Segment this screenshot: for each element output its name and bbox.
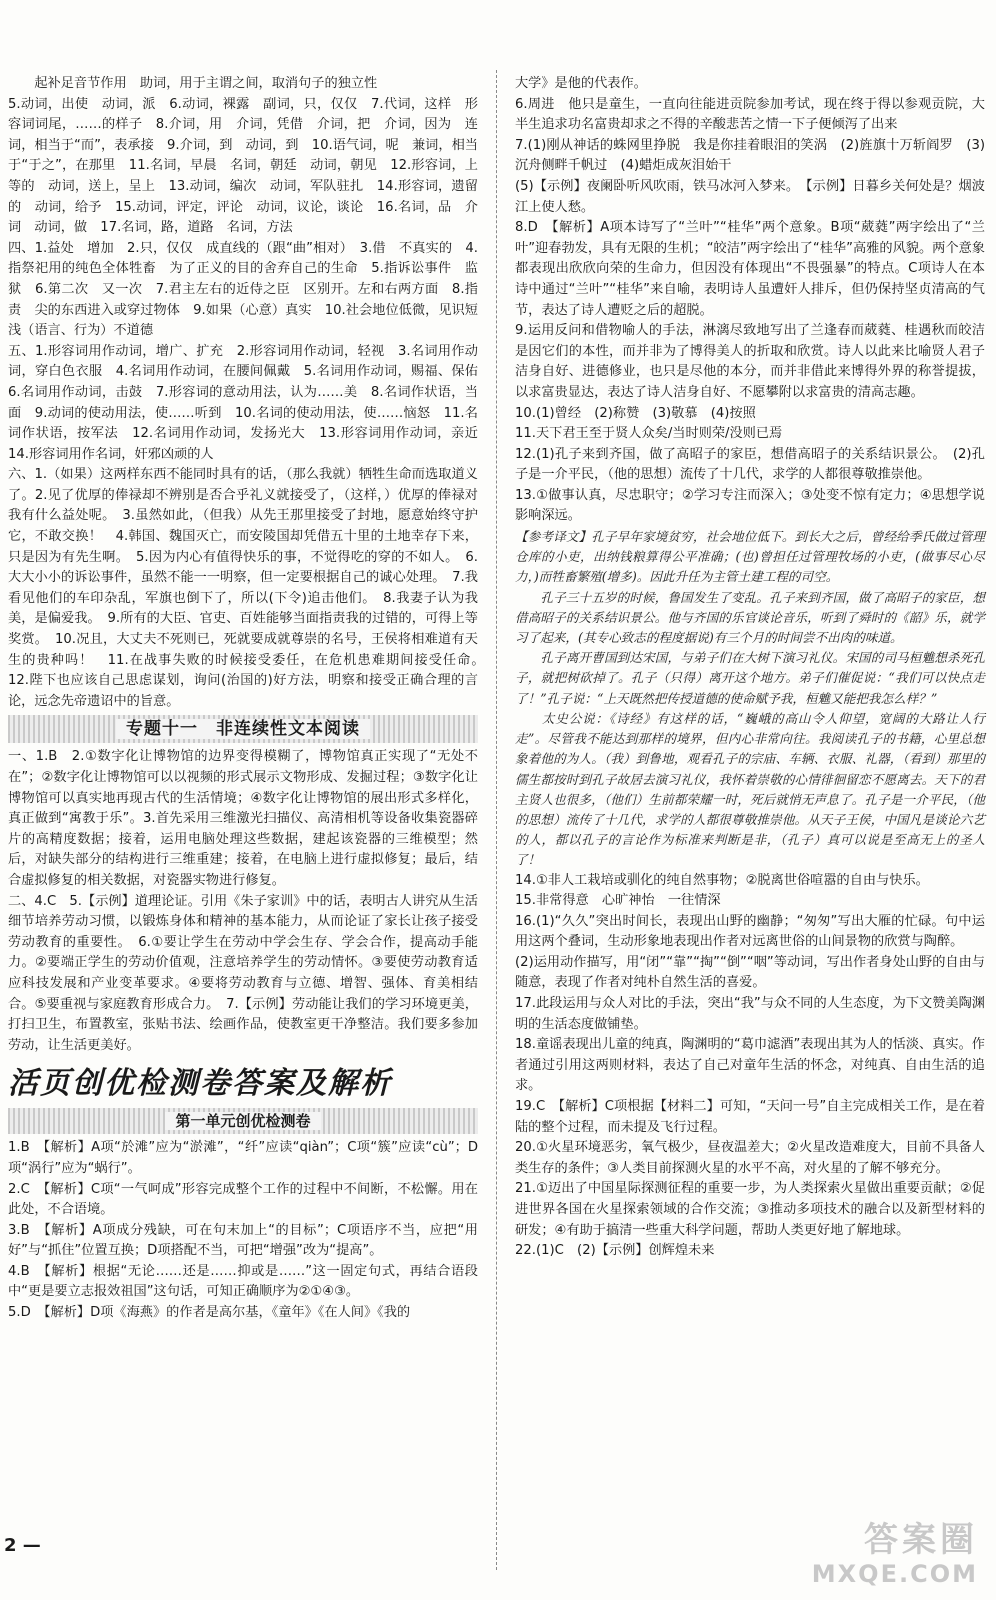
answer-paragraph: (5)【示例】夜阑卧听风吹雨，铁马冰河入梦来。 【示例】日暮乡关何处是？烟波江上使人愁。 [515,178,985,215]
left-answers-mid [8,747,478,1056]
left-column [8,74,492,1324]
watermark-logo [778,1520,978,1592]
answer-paragraph: 7.(1)刚从神话的蛛网里挣脱 我是你挂着眼泪的笑涡 (2)旌旗十万斩阎罗 (3)沉舟侧畔千帆过 (4)蜡炬成灰泪始干 [515,137,985,174]
right-answers-top [515,74,985,527]
translation-note: 太史公说：《诗经》有这样的话，“巍峨的高山令人仰望，宽阔的大路让人行走”。尽管我不能达到那样的境界，但内心非常向往。我阅读孔子的书籍，心里总想象着他的为人。（我）到鲁地，观看孔子的宗庙、车辆、衣服、礼器，（看到）那里的儒生都按时到孔子故居去演习礼仪，我怀着崇敬的心情徘徊留恋不愿离去。天下的君主贤人也很多，（他们）生前都荣耀一时，死后就悄无声息了。孔子是一介平民，（他的思想）流传了十几代，求学的人都很尊敬推崇他。从天子王侯，中国凡是谈论六艺的人，都以孔子的言论作为标准来判断是非，（孔子）真可以说是至高无上的圣人了！ [515,710,985,868]
translation-note: 【参考译文】孔子早年家境贫穷，社会地位低下。到长大之后，曾经给季氏做过管理仓库的小吏，出纳钱粮算得公平准确；(也)曾担任过管理牧场的小吏，(做事尽心尽力，)而牲畜繁殖(增多)。因此升任为主管土建工程的司空。 [515,529,985,585]
section-title: 非连续性文本阅读 [216,719,360,740]
answer-paragraph: 10.(1)曾经 (2)称赞 (3)敬慕 (4)按照 [515,405,756,421]
translation-note: 孔子三十五岁的时候，鲁国发生了变乱。孔子来到齐国，做了高昭子的家臣，想借高昭子的关系结识景公。他与齐国的乐官谈论音乐，听到了舜时的《韶》乐，就学习了起来，(其专心致志的程度据说)有三个月的时间尝不出肉的味道。 [515,589,985,646]
answer-paragraph: 9.运用反问和借物喻人的手法，淋漓尽致地写出了兰逢春而葳蕤、桂遇秋而皎洁是因它们的本性，而并非为了博得美人的折取和欣赏。诗人以此来比喻贤人君子洁身自好、进德修业，也只是尽他的本分，而并非借此来博得外界的称誉提拔，以求富贵显达，表达了诗人洁身自好、不愿攀附以求富贵的清高志趣。 [515,323,985,400]
right-answers-bottom [515,871,985,1262]
answer-paragraph: 4.B 【解析】根据“无论……还是……抑或是……”这一固定句式，再结合语段中“更是要立志报效祖国”这句话，可知正确顺序为②①④③。 [8,1263,478,1300]
answer-paragraph: 1.B 【解析】A项“於滩”应为“淤滩”，“纤”应读“qiàn”；C项“簇”应读“cù”；D项“涡行”应为“蜗行”。 [8,1140,478,1176]
section-no: 专题十一 [126,719,198,740]
answer-paragraph: 12.(1)孔子来到齐国，做了高昭子的家臣，想借高昭子的关系结识景公。 (2)孔子是一介平民，（他的思想）流传了十几代，求学的人都很尊敬推崇他。 [515,446,985,483]
answer-paragraph: 2.C 【解析】C项“一气呵成”形容完成整个工作的过程中不间断，不松懈。用在此处，不合语境。 [8,1181,478,1218]
answer-paragraph: 6.周进 他只是童生，一直向往能进贡院参加考试，现在终于得以参观贡院，大半生追求功名富贵却求之不得的辛酸悲苦之情一下子便倾泻了出来 [515,96,985,133]
answer-paragraph: 一、1.B 2.①数字化让博物馆的边界变得模糊了，博物馆真正实现了“无处不在”；②数字化让博物馆可以以视频的形式展示文物形成、发掘过程；③数字化让博物馆可以真实地再现古代的生活情境；④数字化让博物馆的展出形式多样化，真正做到“寓教于乐”。3.首先采用三维激光扫描仪、高清相机等设备收集瓷器碎片的高精度数据；接着，运用电脑处理这些数据，建起该瓷器的三维模型；然后，对缺失部分的结构进行三维重建；接着，在电脑上进行虚拟修复；最后，结合虚拟修复的相关数据，对瓷器实物进行修复。 [8,749,478,888]
section-header-11 [8,715,478,743]
answer-paragraph: 3.B 【解析】A项成分残缺，可在句末加上“的目标”；C项语序不当，应把“用好”与“抓住”位置互换；D项搭配不当，可把“增强”改为“提高”。 [8,1222,478,1259]
answer-paragraph: 起补足音节作用 助词，用于主谓之间，取消句子的独立性 [8,76,378,91]
answer-paragraph: (2)运用动作描写，用“闭”“靠”“掏”“倒”“咽”等动词，写出作者身处山野的自由与随意，表现了作者对纯朴自然生活的喜爱。 [515,954,985,991]
answer-paragraph: 五、1.形容词用作动词，增广、扩充 2.形容词用作动词，轻视 3.名词用作动词，穿白色衣服 4.名词用作动词，在腰间佩戴 5.名词用作动词，赐福、保佑 6.名词用作动词，击鼓 7.形容词的意动用法，认为……美 8.名词作状语，当面 9.动词的使动用法，使……听到 10.名词的使动用法，使……恼怒 11.名词作状语，按军法 12.名词用作动词，发扬光大 13.形容词用作动词，亲近 14.形容词用作名词，奸邪凶顽的人 [8,343,492,462]
left-answers-bottom [8,1138,478,1323]
answer-paragraph: 16.(1)“久久”突出时间长，表现出山野的幽静；“匆匆”写出大雁的忙碌。句中运用这两个叠词，生动形象地表现出作者对远离世俗的山间景物的欣赏与陶醉。 [515,913,985,950]
answer-paragraph: 13.①做事认真，尽忠职守；②学习专注而深入；③处变不惊有定力；④思想学说影响深远。 [515,487,985,524]
unit-header [8,1108,478,1134]
translation-note: 孔子离开曹国到达宋国，与弟子们在大树下演习礼仪。宋国的司马桓魋想杀死孔子，就把树砍掉了。孔子（只得）离开这个地方。弟子们催促说：“我们可以快点走了！”孔子说：“上天既然把传授道德的使命赋予我，桓魋又能把我怎么样？” [515,650,985,706]
answer-paragraph: 18.童谣表现出儿童的纯真，陶渊明的“葛巾滤酒”表现出其为人的恬淡、真实。作者通过引用这两则材料，表达了自己对童年生活的怀念，对纯真、自由生活的追求。 [515,1037,985,1094]
watermark-line1: 答案圈 [864,1520,978,1560]
answer-paragraph: 5.动词，出使 动词，派 6.动词，裸露 副词，只，仅仅 7.代词，这样 形容词词尾，……的样子 8.介词，用 介词，凭借 介词，把 介词，因为 连词，相当于“而”，表承接 9.介词，到 动词，到 10.语气词，呢 兼词，相当于“于之”，在那里 11.名词，早晨 名词，朝廷 动词，朝见 12.形容词，上等的 动词，送上，呈上 13.动词，编次 动词，军队驻扎 14.形容词，遗留的 动词，给予 15.动词，评定，评论 动词，议论，谈论 16.名词，品 介词 动词，做 17.名词，路，道路 名词，方法 [8,96,478,236]
answer-paragraph: 四、1.益处 增加 2.只，仅仅 成直线的（跟“曲”相对） 3.借 不真实的 4.指祭祀用的纯色全体牲畜 为了正义的目的舍弃自己的生命 5.指诉讼事件 监狱 6.第二次 又一次 7.君主左右的近侍之臣 区别开。左和右两方面 8.指责 尖的东西进入或穿过物体 9.如果（心意）真实 10.社会地位低微，见识短浅（语言、行为）不道德 [8,240,478,339]
answer-paragraph: 17.此段运用与众人对比的手法，突出“我”与众不同的人生态度，为下文赞美陶渊明的生活态度做铺垫。 [515,996,985,1032]
watermark-line2: MXQE.COM [811,1560,978,1588]
answer-paragraph: 15.非常得意 心旷神怡 一往情深 [515,893,721,909]
left-answers-top [8,74,492,712]
answer-paragraph: 19.C 【解析】C项根据【材料二】可知，“天问一号”自主完成相关工作，是在着陆的整个过程，而未提及飞行过程。 [515,1099,985,1135]
page-number: 2 — [4,1535,41,1556]
answer-paragraph: 20.①火星环境恶劣，氧气极少，昼夜温差大；②火星改造难度大，目前不具备人类生存的条件；③人类目前探测火星的水平不高，对火星的了解不够充分。 [515,1140,985,1176]
answer-paragraph: 大学》是他的代表作。 [515,76,647,91]
unit-header-label: 第一单元创优检测卷 [165,1112,320,1130]
answer-paragraph: 二、4.C 5.【示例】道理论证。引用《朱子家训》中的话，表明古人讲究从生活细节培养劳动习惯，以锻炼身体和精神的基本能力，从而论证了家长让孩子接受劳动教育的重要性。 6.①要让学生在劳动中学会生存、学会合作，提高动手能力。②要端正学生的劳动价值观，注意培养学生的劳动情怀。③要使劳动教育适应科技发展和产业变革要求。④要将劳动教育与立德、增智、强体、育美相结合。⑤要重视与家庭教育形成合力。 7.【示例】劳动能让我们的学习环境更美，打扫卫生，布置教室，张贴书法、绘画作品，使教室更干净整洁。我们要多参加劳动，让生活更美好。 [8,893,478,1053]
translation-notes [515,527,985,870]
answer-paragraph: 六、1.（如果）这两样东西不能同时具有的话，（那么我就）牺牲生命而选取道义了。2.见了优厚的俸禄却不辨别是否合乎礼义就接受了，（这样，）优厚的俸禄对我有什么益处呢。 3.虽然如此，（但我）从先王那里接受了封地，愿意始终守护它，不敢交换！ 4.韩国、魏国灭亡，而安陵国却凭借五十里的土地幸存下来，只是因为有先生啊。 5.因为内心有值得快乐的事，不觉得吃的穿的不如人。 6.大大小小的诉讼事件，虽然不能一一明察，但一定要根据自己的诚心处理。 7.我看见他们的车印杂乱，军旗也倒下了，所以(下令)追击他们。 8.我妻子认为我美，是偏爱我。 9.所有的大臣、官吏、百姓能够当面指责我的过错的，可得上等奖赏。 10.况且，大丈夫不死则已，死就要成就尊崇的名号，王侯将相难道有天生的贵种吗！ 11.在战事失败的时候接受委任，在危机患难期间接受任命。 12.陛下也应该自己思虑谋划，询问(治国的)好方法，明察和接受正确合理的言论，远念先帝遗诏中的旨意。 [8,467,492,709]
answer-paragraph: 8.D 【解析】A项本诗写了“兰叶”“桂华”两个意象。B项“葳蕤”两字绘出了“兰叶”迎春勃发，具有无限的生机；“皎洁”两字绘出了“桂华”高雅的风貌。两个意象都表现出欣欣向荣的生命力，但因没有体现出“不畏强暴”的特点。C项诗人在本诗中通过“兰叶”“桂华”来自喻，表明诗人虽遭奸人排斥，但仍保持坚贞清高的气节，表达了诗人遭贬之后的超脱。 [515,220,985,318]
column-divider [496,70,497,1570]
answer-paragraph: 14.①非人工栽培或驯化的纯自然事物；②脱离世俗喧嚣的自由与快乐。 [515,872,929,888]
answer-paragraph: 11.天下君王至于贤人众矣/当时则荣/没则已焉 [515,426,783,442]
answer-paragraph: 22.(1)C (2)【示例】创辉煌未来 [515,1243,715,1259]
big-title: 活页创优检测卷答案及解析 [8,1066,392,1102]
answer-paragraph: 5.D 【解析】D项《海燕》的作者是高尔基，《童年》《在人间》《我的 [8,1305,411,1321]
right-column [515,74,985,1262]
answer-paragraph: 21.①迈出了中国星际探测征程的重要一步，为人类探索火星做出重要贡献；②促进世界各国在火星探索领域的合作交流；③推动多项技术的融合以及新型材料的研发；④有助于搞清一些重大科学问题，帮助人类更好地了解地球。 [515,1181,985,1238]
